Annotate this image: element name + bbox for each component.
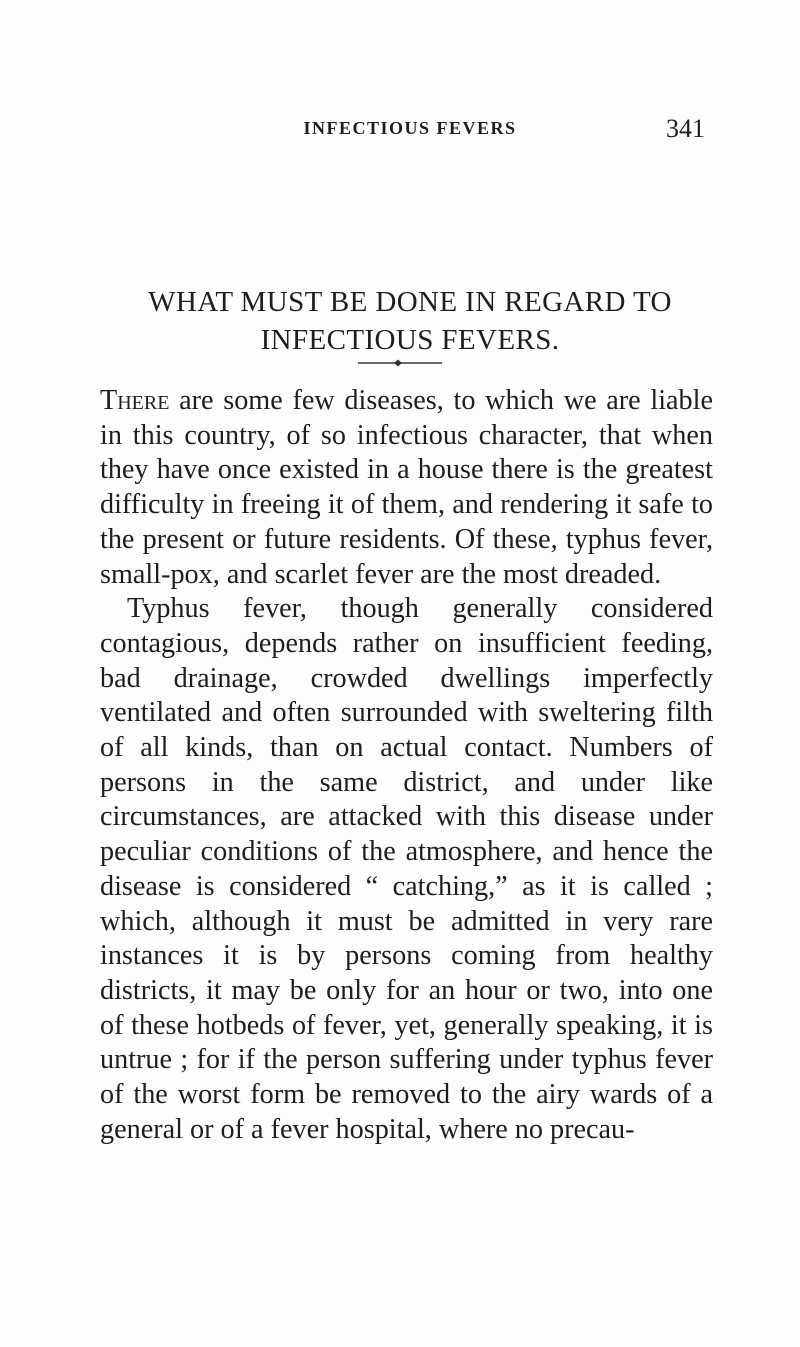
paragraph-1 bbox=[100, 384, 713, 592]
running-title: INFECTIOUS FEVERS bbox=[303, 118, 517, 138]
paragraph-2: Typhus fever, though generally considered contagious, depends rather on insufficient feeding, bad drainage, crowded dwellings imperfectly ventilated and often surrounded with sweltering filth of all kinds, than on actual contact. Numbers of persons in the same district, and under like circumstances, are attacked with this disease under peculiar conditions of the atmosphere, and hence the disease is considered “ catching,” as it is called ; which, although it must be admitted in very rare instances it is by persons coming from healthy districts, it may be only for an hour or two, into one of these hotbeds of fever, yet, generally speaking, it is untrue ; for if the person suffering under typhus fever of the worst form be removed to the airy wards of a general or of a fever hospital, where no precau- bbox=[100, 593, 713, 1145]
divider-ornament-icon bbox=[358, 358, 442, 368]
body-text bbox=[100, 384, 713, 1147]
running-head bbox=[115, 114, 705, 152]
page-number: 341 bbox=[666, 114, 705, 143]
chapter-title: WHAT MUST BE DONE IN REGARD TO INFECTIOUS FEVERS. bbox=[148, 286, 672, 356]
paragraph-text: are some few diseases, to which we are liable in this country, of so infectious character, that when they have once existed in a house there is the greatest difficulty in freeing it of them, and rendering it safe to the present or future residents. Of these, typhus fever, small-pox, and scarlet fever are the most dreaded. bbox=[100, 385, 713, 590]
paragraph-lead-word: There bbox=[100, 385, 170, 416]
